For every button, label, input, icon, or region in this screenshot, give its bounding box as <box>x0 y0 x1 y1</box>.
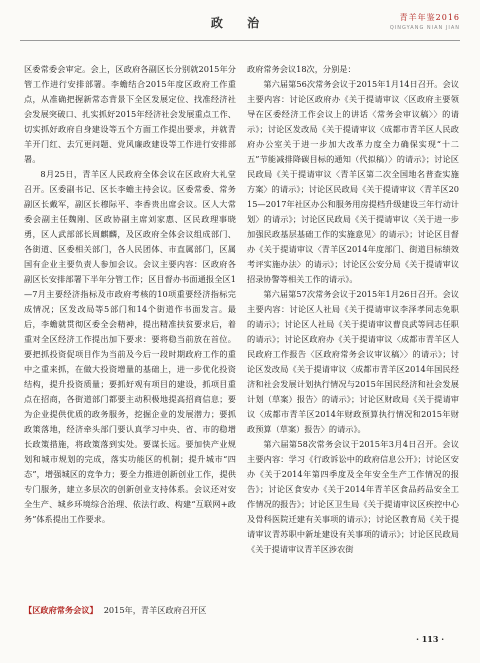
section-intro: 2015年，青羊区政府召开区 <box>103 605 207 615</box>
header-title: 政 治 <box>210 16 270 30</box>
paragraph: 政府常务会议18次，分别是： <box>247 64 356 74</box>
yearbook-subtitle: QINGYANG NIAN JIAN <box>389 25 460 31</box>
section-heading <box>24 603 236 618</box>
header-rule <box>20 40 460 41</box>
paragraph: 第六届第56次常务会议于2015年1月14日召开。会议主要内容：讨论区政府办《关于提请审议〈区政府主要领导在区委经济工作会议上的讲话〈常务会审议稿〉〉的请示》；讨论区发改局《关于提请审议〈成都市青羊区人民政府办公室关于进一步加大改革力度全力确保实现“十二五”节能减排降碳目标的通知（代拟稿）〉的请示》；讨论区民政局《关于提请审议〈青羊区第二次全国地名普查实施方案〉的请示》；讨论区民政局《关于提请审议〈青羊区2015—2017年社区办公和服务用房提档升级建设三年行动计划〉的请示》；讨论区民政局《关于提请审议〈关于进一步加强民政基层基础工作的实施意见〉的请示》；讨论区目督办《关于提请审议〈青羊区2014年度部门、街道目标绩效考评实施办法〉的请示》；讨论区公安分局《关于提请审议招录协警等相关工作的请示》。 <box>247 79 459 284</box>
section-tag: 【区政府常务会议】 <box>24 605 98 615</box>
paragraph: 第六届第58次常务会议于2015年3月4日召开。会议主要内容：学习《行政诉讼中的政府信息公开》；讨论区安办《关于2014年第四季度及全年安全生产工作情况的报告》；讨论区食安办《关于2014年青羊区食品药品安全工作情况的报告》；讨论区卫生局《关于提请审议区疾控中心及骨科医院迁建有关事项的请示》；讨论区教育局《关于提请审议青苏职中新址建设有关事项的请示》；讨论区民政局《关于提请审议青羊区涉农街 <box>247 439 459 554</box>
header-brand <box>390 12 460 31</box>
paragraph: 区委常委会审定。会上，区政府各副区长分别就2015年分管工作进行安排部署。李蟾结合2015年度区政府工作重点，从准确把握新常态背景下全区发展定位、找准经济社会发展突破口、扎实抓好2015年经济社会发展重点工作、切实抓好政府自身建设等五个方面工作提出要求，并就青羊开门红、去冗更问题、党风廉政建设等工作进行安排部署。 <box>24 64 236 164</box>
paragraph: 第六届第57次常务会议于2015年1月26日召开。会议主要内容：讨论区人社局《关于提请审议李泽孝同志免职的请示》；讨论区人社局《关于提请审议曹良武等同志任职的请示》；讨论区政府办《关于提请审议〈成都市青羊区人民政府工作报告〈区政府常务会议审议稿〉〉的请示》；讨论区发改局《关于提请审议〈成都市青羊区2014年国民经济和社会发展计划执行情况与2015年国民经济和社会发展计划（草案）报告〉的请示》；讨论区财政局《关于提请审议〈成都市青羊区2014年财政预算执行情况和2015年财政预算（草案）报告〉的请示》。 <box>247 289 459 434</box>
yearbook-logo: 青羊年鉴2016 <box>399 13 460 22</box>
right-column <box>247 62 459 557</box>
left-column <box>24 62 236 527</box>
page-number: · 113 · <box>416 634 444 644</box>
page-header <box>20 0 460 44</box>
paragraph: 8月25日，青羊区人民政府全体会议在区政府大礼堂召开。区委副书记、区长李蟾主持会议。区委常委、常务副区长戴军，副区长穆际平、李香贵出席会议。区人大常委会副主任魏刚、区政协副主席刘家惠、区民政理事晓勇，区人武部部长周麒麟，及区政府全体会议组成部门、各街道、区委相关部门，各人民团体、市直属部门，区属国有企业主要负责人参加会议。会议主要内容：区政府各副区长安排部署下半年分管工作；区目督办书面通报全区1—7月主要经济指标及市政府考核的10项重要经济指标完成情况；区发改局等5部门和14个街道作书面发言。最后，李蟾就贯彻区委全会精神，提出精准扶贫要求后，着重对全区经济工作提出加下要求：要将稳当前放在首位。要把抓投资促项目作为当前及今后一段时期政府工作的重中之重来抓，在做大投资增量的基础上，进一步优化投资结构，提升投资质量；要抓好观有项目的建设，抓项目重点在招商，各街道部门都要主动积极地提高招商信息；要为企业提供优质的政务服务，挖掘企业的发展潜力；要抓政策落地，经济牵头部门要认真学习中央、省、市的稳增长政策措施，将政策落到实处。要谋长远。要加快产业规划和城市规划的完成，落实功能区的机制；提升城市“四态”，增强城区的竞争力；要全力推进创新创业工作，提供专门服务，建立多层次的创新创业支持体系。会议还对安全生产、城乡环境综合治理、依法行政、构建“互联网+政务”体系提出工作要求。 <box>24 169 236 524</box>
